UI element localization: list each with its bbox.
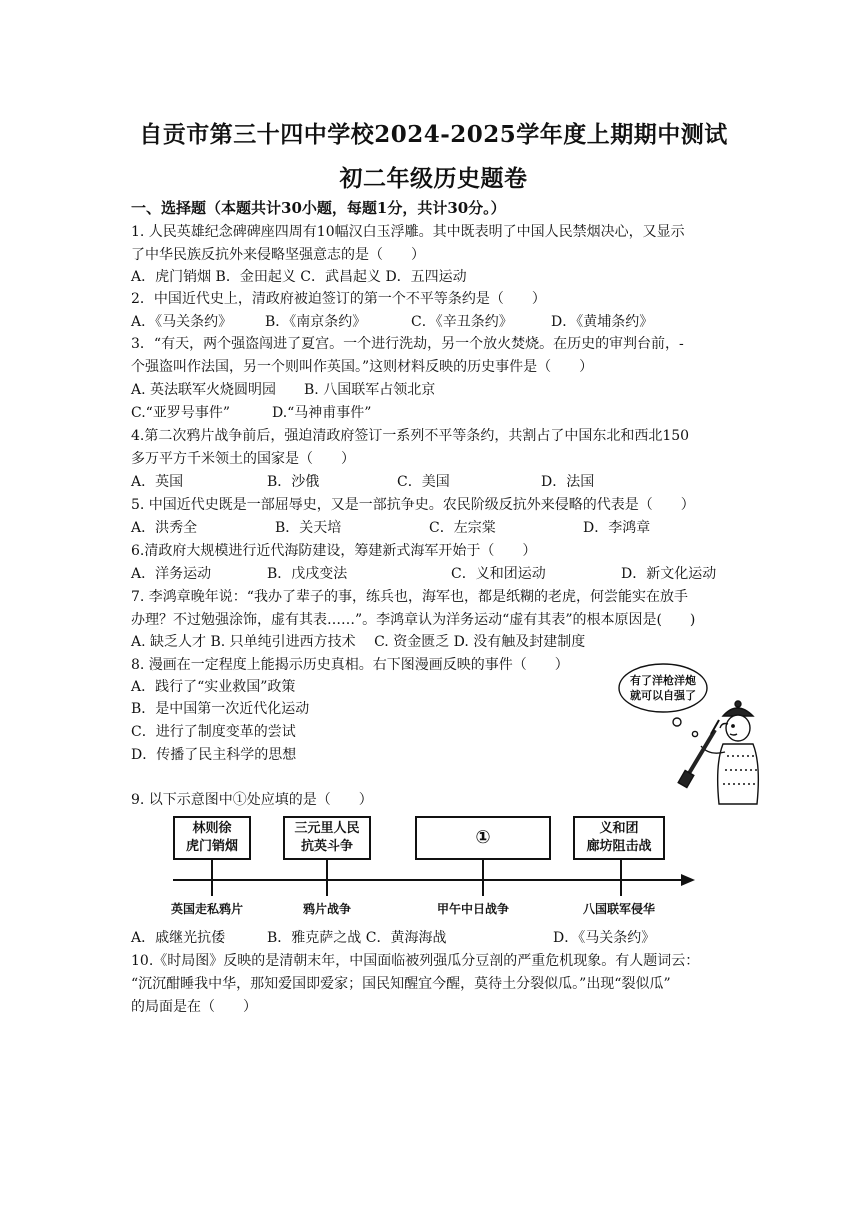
q1-stem-line2: 了中华民族反抗外来侵略坚强意志的是（ ） bbox=[131, 247, 425, 263]
timeline-label-3: 甲午中日战争 bbox=[437, 902, 510, 916]
q9-option-d: D．《马关条约》 bbox=[553, 930, 656, 946]
q6-stem: 6.清政府大规模进行近代海防建设，筹建新式海军开始于（ ） bbox=[131, 543, 537, 559]
q2-option-d: D．《黄埔条约》 bbox=[551, 314, 654, 330]
q6-option-c: C．义和团运动 bbox=[451, 566, 546, 582]
q1-options: A．虎门销烟 B．金田起义 C．武昌起义 D．五四运动 bbox=[131, 269, 467, 285]
timeline-tick-1 bbox=[211, 860, 213, 896]
timeline-box-4 bbox=[573, 816, 665, 860]
exam-title: 自贡市第三十四中学校2024-2025学年度上期期中测试 bbox=[139, 121, 728, 148]
q10-stem-line2: “沉沉酣睡我中华，那知爱国即爱家；国民知醒宜今醒，莫待土分裂似瓜。”出现“裂似瓜” bbox=[131, 976, 671, 992]
cartoon-bubble-text-1: 有了洋枪洋炮 bbox=[630, 674, 696, 687]
q10-stem-line1: 10.《时局图》反映的是清朝末年，中国面临被列强瓜分豆剖的严重危机现象。有人题词云： bbox=[131, 953, 700, 969]
q3-stem-line2: 个强盗叫作法国，另一个则叫作英国。”这则材料反映的历史事件是（ ） bbox=[131, 359, 594, 375]
timeline-axis bbox=[173, 879, 685, 881]
q8-option-d: D．传播了民主科学的思想 bbox=[131, 747, 297, 763]
box1-line2: 虎门销烟 bbox=[185, 839, 238, 854]
timeline-label-2: 鸦片战争 bbox=[303, 902, 352, 916]
box2-line1: 三元里人民 bbox=[294, 821, 360, 836]
q6-option-b: B．戊戌变法 bbox=[267, 566, 348, 582]
timeline-box-1 bbox=[173, 816, 251, 860]
q7-stem-line1: 7. 李鸿章晚年说：“我办了辈子的事，练兵也，海军也，都是纸糊的老虎，何尝能实在放手 bbox=[131, 589, 688, 605]
q9-option-bc: B．雅克萨之战 C．黄海海战 bbox=[267, 930, 447, 946]
timeline-tick-2 bbox=[326, 860, 328, 896]
q6-option-d: D．新文化运动 bbox=[621, 566, 717, 582]
q8-stem: 8. 漫画在一定程度上能揭示历史真相。右下图漫画反映的事件（ ） bbox=[131, 657, 569, 673]
timeline-arrow-icon bbox=[681, 874, 695, 886]
q4-option-b: B．沙俄 bbox=[267, 474, 320, 490]
q8-option-c: C．进行了制度变革的尝试 bbox=[131, 724, 296, 740]
q2-option-b: B．《南京条约》 bbox=[265, 314, 367, 330]
cartoon-bubble-text-2: 就可以自强了 bbox=[630, 689, 696, 702]
q8-option-b: B．是中国第一次近代化运动 bbox=[131, 701, 310, 717]
q5-option-c: C．左宗棠 bbox=[429, 520, 496, 536]
q4-option-c: C．美国 bbox=[397, 474, 450, 490]
q5-stem: 5. 中国近代史既是一部屈辱史，又是一部抗争史。农民阶级反抗外来侵略的代表是（ ） bbox=[131, 497, 695, 513]
q2-options bbox=[131, 312, 653, 332]
q5-option-a: A．洪秀全 bbox=[131, 520, 198, 536]
q6-options bbox=[131, 564, 716, 584]
q2-stem: 2．中国近代史上，清政府被迫签订的第一个不平等条约是（ ） bbox=[131, 291, 546, 307]
q10-stem-line3: 的局面是在（ ） bbox=[131, 999, 257, 1015]
q8-option-a: A．践行了“实业救国”政策 bbox=[131, 679, 296, 695]
q4-options bbox=[131, 472, 594, 492]
q6-option-a: A．洋务运动 bbox=[131, 566, 212, 582]
timeline-diagram bbox=[165, 808, 705, 926]
timeline-box-2 bbox=[283, 816, 371, 860]
box2-line2: 抗英斗争 bbox=[300, 839, 353, 854]
speech-bubble bbox=[619, 664, 707, 712]
q7-stem-line2: 办理？不过勉强涂饰，虚有其表……”。李鸿章认为洋务运动“虚有其表”的根本原因是( ) bbox=[131, 612, 696, 628]
q1-stem-line1: 1. 人民英雄纪念碑碑座四周有10幅汉白玉浮雕。其中既表明了中国人民禁烟决心，又显示 bbox=[131, 224, 685, 240]
q7-options: A. 缺乏人才 B. 只单纯引进西方技术 C. 资金匮乏 D. 没有触及封建制度 bbox=[131, 634, 586, 650]
q4-option-a: A．英国 bbox=[131, 474, 184, 490]
section-heading: 一、选择题（本题共计30小题，每题1分，共计30分。） bbox=[131, 199, 506, 217]
box3-marker: ① bbox=[475, 827, 491, 848]
q5-option-b: B．关天培 bbox=[275, 520, 342, 536]
q4-stem-line1: 4.第二次鸦片战争前后，强迫清政府签订一系列不平等条约，共割占了中国东北和西北150 bbox=[131, 428, 690, 444]
q2-option-c: C．《辛丑条约》 bbox=[411, 314, 513, 330]
q9-option-a: A．戚继光抗倭 bbox=[131, 930, 226, 946]
q4-option-d: D．法国 bbox=[541, 474, 595, 490]
timeline-tick-3 bbox=[482, 860, 484, 896]
timeline-box-3 bbox=[415, 816, 551, 860]
q4-stem-line2: 多万平方千米领土的国家是（ ） bbox=[131, 451, 355, 467]
cartoon-illustration bbox=[615, 660, 775, 810]
q5-options bbox=[131, 518, 650, 538]
exam-subtitle: 初二年级历史题卷 bbox=[339, 165, 528, 192]
q2-option-a: A．《马关条约》 bbox=[131, 314, 233, 330]
timeline-label-4: 八国联军侵华 bbox=[583, 902, 656, 916]
box4-line2: 廊坊阻击战 bbox=[586, 839, 652, 854]
box1-line1: 林则徐 bbox=[192, 821, 232, 836]
box4-line1: 义和团 bbox=[599, 821, 639, 836]
q3-options-cd: C.“亚罗号事件” D.“马神甫事件” bbox=[131, 405, 372, 421]
q3-stem-line1: 3．“有天，两个强盗闯进了夏宫。一个进行洗劫，另一个放火焚烧。在历史的审判台前，- bbox=[131, 336, 684, 352]
timeline-tick-4 bbox=[620, 860, 622, 896]
q3-options-ab: A. 英法联军火烧圆明园 B. 八国联军占领北京 bbox=[131, 382, 436, 398]
q5-option-d: D．李鸿章 bbox=[583, 520, 651, 536]
q9-stem: 9. 以下示意图中①处应填的是（ ） bbox=[131, 792, 373, 808]
q9-options bbox=[131, 928, 655, 948]
timeline-label-1: 英国走私鸦片 bbox=[171, 902, 244, 916]
